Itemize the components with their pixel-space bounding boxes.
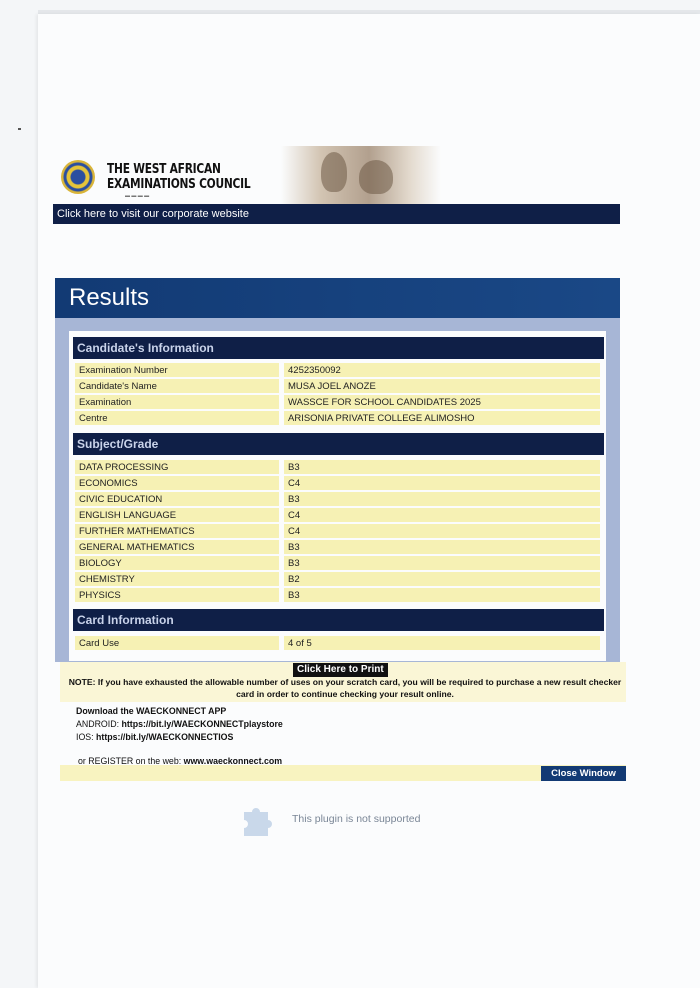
subject-grade: B3 [284, 540, 600, 554]
info-row [75, 363, 600, 378]
header-photo [281, 146, 441, 204]
subject-grade: C4 [284, 476, 600, 490]
app-download-line: Download the WAECKONNECT APP [76, 706, 227, 716]
grade-row [75, 556, 600, 571]
info-value: 4252350092 [284, 363, 600, 377]
candidate-info-heading: Candidate's Information [73, 337, 604, 359]
card-row [75, 636, 600, 651]
subject-grade: B3 [284, 556, 600, 570]
info-value: ARISONIA PRIVATE COLLEGE ALIMOSHO [284, 411, 600, 425]
info-row [75, 379, 600, 394]
subject-grade: B3 [284, 588, 600, 602]
ios-prefix: IOS: [76, 732, 97, 742]
org-name-line1: THE WEST AFRICAN [107, 162, 221, 177]
info-row [75, 411, 600, 426]
grade-row [75, 572, 600, 587]
app-download-info [76, 705, 283, 744]
puzzle-plugin-icon [240, 802, 276, 836]
subject-name: BIOLOGY [75, 556, 279, 570]
subject-name: ECONOMICS [75, 476, 279, 490]
grade-row [75, 588, 600, 603]
waec-logo-icon [61, 160, 95, 194]
info-label: Examination Number [75, 363, 279, 377]
info-label: Candidate's Name [75, 379, 279, 393]
page-title: Results [69, 284, 150, 311]
info-value: WASSCE FOR SCHOOL CANDIDATES 2025 [284, 395, 600, 409]
register-line [78, 756, 282, 766]
photo-figure [321, 152, 347, 192]
subject-grade: B3 [284, 460, 600, 474]
info-label: Centre [75, 411, 279, 425]
subject-grade: B2 [284, 572, 600, 586]
android-link[interactable]: https://bit.ly/WAECKONNECTplaystore [121, 719, 283, 729]
subject-name: CHEMISTRY [75, 572, 279, 586]
grade-row [75, 460, 600, 475]
ios-link[interactable]: https://bit.ly/WAECKONNECTIOS [96, 732, 234, 742]
card-info-heading: Card Information [73, 609, 604, 631]
android-line [76, 718, 283, 731]
subject-name: FURTHER MATHEMATICS [75, 524, 279, 538]
results-title-bar [55, 278, 620, 318]
subject-grade-heading: Subject/Grade [73, 433, 604, 455]
grade-row [75, 492, 600, 507]
subject-name: ENGLISH LANGUAGE [75, 508, 279, 522]
subject-grade: B3 [284, 492, 600, 506]
scan-mark [18, 128, 21, 130]
org-tagline-decoration: ▬ ▬ ▬ ▬ [125, 193, 150, 199]
ios-line [76, 731, 283, 744]
org-name-line2: EXAMINATIONS COUNCIL [107, 177, 251, 192]
grade-row [75, 540, 600, 555]
info-row [75, 395, 600, 410]
card-use-label: Card Use [75, 636, 279, 650]
corporate-website-link[interactable]: Click here to visit our corporate website [53, 204, 620, 224]
close-window-button[interactable]: Close Window [541, 766, 626, 781]
info-value: MUSA JOEL ANOZE [284, 379, 600, 393]
grade-row [75, 476, 600, 491]
subject-grade: C4 [284, 524, 600, 538]
waec-header [55, 146, 620, 204]
grade-row [75, 524, 600, 539]
scratch-card-note: NOTE: If you have exhausted the allowable number of uses on your scratch card, you will be required to purchase a new result checker card in order to continue checking your result online. [60, 676, 630, 700]
grade-row [75, 508, 600, 523]
organization-name [107, 162, 296, 192]
register-prefix: or REGISTER on the web: [78, 756, 184, 766]
android-prefix: ANDROID: [76, 719, 122, 729]
plugin-unsupported-message: This plugin is not supported [292, 813, 421, 825]
card-use-value: 4 of 5 [284, 636, 600, 650]
print-button[interactable]: Click Here to Print [293, 663, 388, 677]
photo-figure [359, 160, 393, 194]
subject-name: CIVIC EDUCATION [75, 492, 279, 506]
subject-name: PHYSICS [75, 588, 279, 602]
info-label: Examination [75, 395, 279, 409]
subject-name: GENERAL MATHEMATICS [75, 540, 279, 554]
subject-grade: C4 [284, 508, 600, 522]
subject-name: DATA PROCESSING [75, 460, 279, 474]
register-link[interactable]: www.waeckonnect.com [183, 756, 283, 766]
